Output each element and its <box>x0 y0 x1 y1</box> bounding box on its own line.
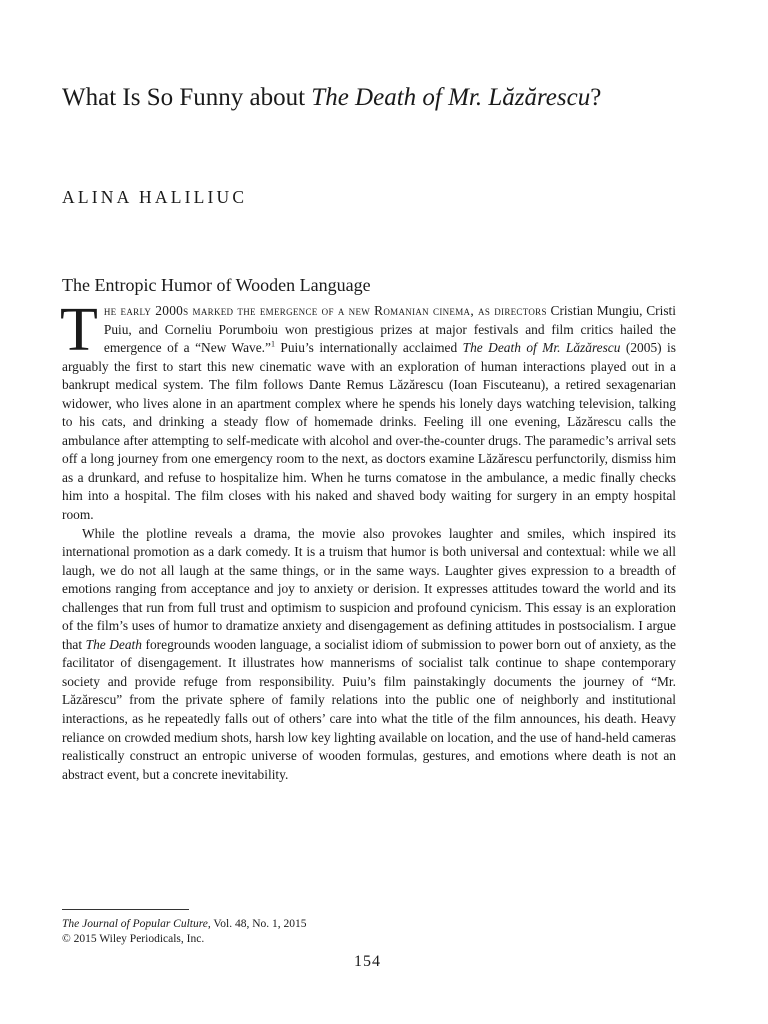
film-title-italic: The Death of Mr. Lăzărescu <box>462 340 621 356</box>
journal-name: The Journal of Popular Culture <box>62 918 208 930</box>
page-number: 154 <box>354 953 381 970</box>
journal-footer <box>62 917 307 947</box>
paragraph-1-text-a: Cristian Mungiu, Cristi Puiu, and Corneliu Porumboiu won prestigious prizes at major festivals and film critics hailed the emergence of a “New Wave.” <box>103 303 676 356</box>
section-heading: The Entropic Humor of Wooden Language <box>62 275 371 295</box>
footnote-divider <box>62 909 189 910</box>
title-end: ? <box>590 84 602 111</box>
paragraph-2 <box>62 525 676 785</box>
paragraph-2-text-a: While the plotline reveals a drama, the movie also provokes laughter and smiles, which inspired its international promotion as a dark comedy. It is a truism that humor is both universal and contextual: while we all laugh, we do not all laugh at the same things, or in the same ways. Laughter gives expression to a breadth of emotions ranging from acceptance and joy to anxiety or derision. It expresses attitudes toward the world and its challenges that run from full trust and optimism to suspicion and profound cynicism. This essay is an exploration of the film’s uses of humor to dramatize anxiety and disengagement as defining attitudes in postsocialism. I argue that <box>62 525 676 652</box>
journal-details: , Vol. 48, No. 1, 2015 <box>207 918 307 930</box>
title-plain: What Is So Funny about <box>62 84 312 111</box>
paragraph-1-text-c: (2005) is arguably the first to start this new cinematic wave with an exploration of human interactions played out in a bankrupt medical system. The film follows Dante Remus Lăzărescu (Ioan Fiscuteanu), a retired sexagenarian widower, who lives alone in an apartment complex where he spends his lonely days watching television, talking to his cats, and drinking a steady flow of homemade drinks. Feeling ill one evening, Lăzărescu calls the ambulance after attempting to self-medicate with alcohol and over-the-counter drugs. The paramedic’s arrival sets off a long journey from one emergency room to the next, as doctors examine Lăzărescu perfunctorily, dismiss him as a drunkard, and refuse to hospitalize him. When he turns comatose in the ambulance, a medic finally checks him into a hospital. The film closes with his naked and shaved body waiting for surgery in an empty hospital room. <box>62 340 676 523</box>
opening-small-caps: he early 2000s marked the emergence of a new Romanian cinema, as directors <box>103 303 547 318</box>
footnote-reference[interactable]: 1 <box>270 339 275 349</box>
paragraph-1 <box>60 296 676 525</box>
drop-cap: T <box>60 296 98 364</box>
author-name: ALINA HALILIUC <box>62 187 248 207</box>
journal-citation <box>62 917 307 932</box>
copyright-line: © 2015 Wiley Periodicals, Inc. <box>62 933 205 945</box>
article-title <box>62 82 682 114</box>
paragraph-1-text-b: Puiu’s internationally acclaimed <box>274 340 463 356</box>
article-body <box>60 296 676 784</box>
title-film-italic: The Death of Mr. Lăzărescu <box>311 84 591 111</box>
paragraph-2-text-b: foregrounds wooden language, a socialist idiom of submission to power born out of anxiety, as the facilitator of disengagement. It illustrates how mannerisms of socialist talk continue to shape contemporary society and provide refuge from responsibility. Puiu’s film painstakingly documents the journey of “Mr. Lăzărescu” from the private sphere of family relations into the public one of neighborly and institutional interactions, as he repeatedly falls out of others’ care into what the title of the film announces, his death. Heavy reliance on crowded medium shots, harsh low key lighting available on location, and the use of hand-held cameras realistically construct an entropic universe of wooden formulas, gestures, and emotions where death is not an abstract event, but a concrete inevitability. <box>62 636 676 782</box>
film-short-italic: The Death <box>85 636 142 652</box>
